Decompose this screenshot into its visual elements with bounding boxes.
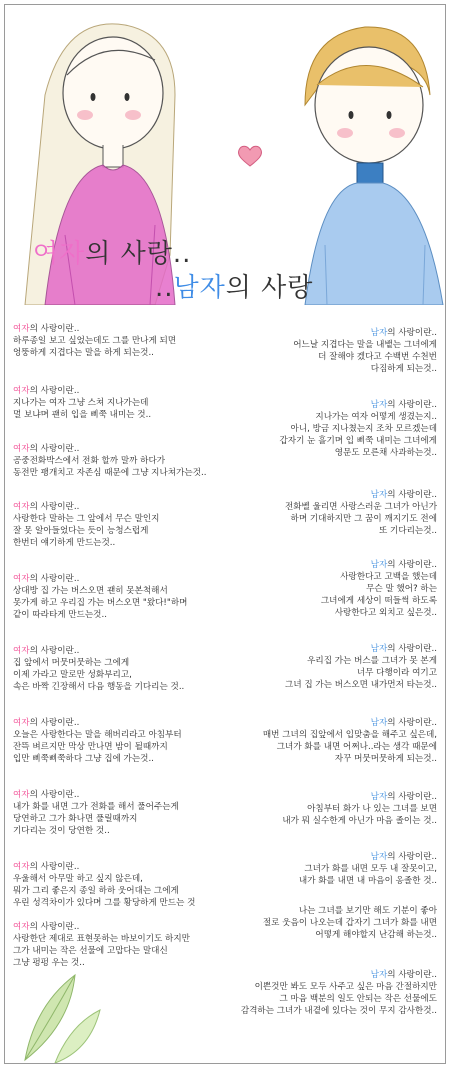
section-heading-rest: 의 사랑이란.. bbox=[387, 400, 437, 410]
section-keyword: 여자 bbox=[13, 718, 30, 728]
section-line: 전화벨 울리면 사랑스러운 그녀가 아닌가 bbox=[284, 502, 437, 512]
section-keyword: 여자 bbox=[13, 922, 30, 932]
section-line: 그 마음 백분의 일도 안되는 작은 선물에도 bbox=[279, 994, 437, 1004]
title-man-love bbox=[155, 267, 313, 304]
section-line: 그냥 펑펑 우는 것.. bbox=[13, 958, 85, 968]
section-heading-rest: 의 사랑이란.. bbox=[29, 790, 80, 800]
section-line: 어떻게 해야할지 난감해 하는것.. bbox=[315, 930, 437, 940]
section-line: 어느날 지겹다는 말을 내뱉는 그녀에게 bbox=[293, 340, 437, 350]
heart-icon bbox=[237, 145, 263, 167]
woman-love-section bbox=[13, 645, 184, 693]
woman-love-section bbox=[13, 323, 176, 359]
section-line: 속은 바짝 긴장해서 다음 행동을 기다리는 것.. bbox=[13, 682, 185, 692]
section-heading bbox=[285, 643, 437, 655]
section-heading-rest: 의 사랑이란.. bbox=[387, 560, 437, 570]
section-line: 입만 삐쭉삐쭉하다 그냥 집에 가는것.. bbox=[13, 754, 154, 764]
section-line: 오늘은 사랑한다는 말을 해버리라고 아침부터 bbox=[13, 730, 182, 740]
woman-love-section bbox=[13, 789, 179, 837]
section-heading bbox=[13, 323, 176, 335]
woman-love-section bbox=[13, 501, 159, 549]
woman-love-section bbox=[13, 385, 151, 421]
section-line: 못가게 하고 우리집 가는 버스오면 "왔다!"하며 bbox=[13, 598, 188, 608]
section-line: 절로 웃음이 나오는데 갑자기 그녀가 화를 내면 bbox=[262, 918, 437, 928]
section-line: 하루종일 보고 싶었는데도 그를 만나게 되면 bbox=[13, 336, 177, 346]
section-line: 감격하는 그녀가 내곁에 있다는 것이 무지 감사한것.. bbox=[240, 1006, 437, 1016]
section-line: 영문도 모른채 사과하는것.. bbox=[334, 448, 437, 458]
section-line: 더 잘해야 겠다고 수백번 수천번 bbox=[318, 352, 437, 362]
section-heading bbox=[293, 327, 437, 339]
section-heading-rest: 의 사랑이란.. bbox=[29, 922, 80, 932]
section-heading-rest: 의 사랑이란.. bbox=[387, 792, 437, 802]
section-line: 그녀에게 세상이 떠들썩 하도록 bbox=[320, 596, 437, 606]
title-man-prefix: .. bbox=[155, 273, 174, 303]
section-heading bbox=[13, 921, 190, 933]
section-line: 우리집 가는 버스를 그녀가 못 본게 bbox=[307, 656, 437, 666]
section-line: 공중전화박스에서 전화 할까 말까 하다가 bbox=[13, 456, 166, 466]
section-heading bbox=[279, 399, 437, 411]
section-line: 당연하고 그가 화나면 풀릴때까지 bbox=[13, 814, 138, 824]
section-line: 이제 가라고 말로만 성화부리고, bbox=[13, 670, 132, 680]
section-heading-rest: 의 사랑이란.. bbox=[29, 646, 80, 656]
section-heading-rest: 의 사랑이란.. bbox=[29, 502, 80, 512]
section-line: 내가 화를 내면 그가 전화를 해서 풀어주는게 bbox=[13, 802, 179, 812]
section-keyword: 여자 bbox=[13, 862, 30, 872]
section-line: 기다리는 것이 당연한 것.. bbox=[13, 826, 110, 836]
section-line: 너무 다행이라 여기고 bbox=[356, 668, 437, 678]
section-heading bbox=[282, 791, 437, 803]
woman-love-section bbox=[13, 921, 190, 969]
section-heading-rest: 의 사랑이란.. bbox=[29, 862, 80, 872]
section-line: 잔뜩 벼르지만 막상 만나면 밤이 될때까지 bbox=[13, 742, 168, 752]
section-line: 사랑한다고 외치고 싶은것.. bbox=[334, 608, 437, 618]
section-keyword: 남자 bbox=[370, 644, 388, 654]
section-keyword: 남자 bbox=[370, 490, 388, 500]
section-line: 다짐하게 되는것.. bbox=[370, 364, 437, 374]
section-line: 그녀가 화를 내면 어쩌나..라는 생각 때문에 bbox=[276, 742, 437, 752]
man-love-section bbox=[293, 327, 437, 375]
woman-love-section bbox=[13, 443, 206, 479]
man-love-section bbox=[285, 643, 437, 691]
section-heading-rest: 의 사랑이란.. bbox=[387, 490, 437, 500]
leaves-illustration bbox=[15, 965, 105, 1064]
section-heading bbox=[299, 851, 437, 863]
section-keyword: 여자 bbox=[13, 574, 30, 584]
section-keyword: 여자 bbox=[13, 386, 30, 396]
section-keyword: 남자 bbox=[370, 400, 388, 410]
title-woman-word: 여자 bbox=[33, 239, 86, 269]
section-heading-rest: 의 사랑이란.. bbox=[387, 644, 437, 654]
section-line: 사랑한다고 고백을 했는데 bbox=[340, 572, 437, 582]
section-keyword: 남자 bbox=[370, 328, 388, 338]
man-love-section bbox=[279, 399, 437, 459]
section-line: 사랑한다 말하는 그 앞에서 무슨 말인지 bbox=[13, 514, 160, 524]
section-keyword: 남자 bbox=[370, 560, 388, 570]
section-line: 하며 기대하지만 그 꿈이 깨지기도 전에 bbox=[290, 514, 437, 524]
section-heading-rest: 의 사랑이란.. bbox=[387, 852, 437, 862]
section-heading bbox=[13, 573, 187, 585]
section-line: 멀 보냐며 괜히 입을 삐쭉 내미는 것.. bbox=[13, 410, 152, 420]
title-man-rest: 의 사랑 bbox=[225, 273, 314, 303]
section-heading-rest: 의 사랑이란.. bbox=[387, 970, 437, 980]
section-line: 지나가는 여자 그냥 스쳐 지나가는데 bbox=[13, 398, 149, 408]
title-woman-rest: 의 사랑.. bbox=[85, 239, 192, 269]
section-heading-rest: 의 사랑이란.. bbox=[387, 718, 437, 728]
section-heading bbox=[13, 717, 182, 729]
section-heading bbox=[263, 717, 437, 729]
section-heading-rest: 의 사랑이란.. bbox=[29, 718, 80, 728]
section-line: 우린 성격차이가 있다며 그를 황당하게 만드는 것 bbox=[13, 898, 196, 908]
man-love-section bbox=[321, 559, 437, 619]
section-line: 매번 그녀의 집앞에서 입맞춤을 해주고 싶은데, bbox=[262, 730, 437, 740]
section-keyword: 남자 bbox=[370, 792, 388, 802]
section-heading bbox=[13, 385, 151, 397]
title-woman-love bbox=[33, 233, 191, 270]
section-heading bbox=[13, 501, 159, 513]
section-heading bbox=[13, 789, 179, 801]
man-love-section bbox=[263, 905, 437, 941]
woman-love-section bbox=[13, 861, 195, 909]
section-line: 내가 화를 내면 내 마음이 옹졸한 것.. bbox=[298, 876, 437, 886]
section-line: 그녀 집 가는 버스오면 내가먼저 타는것.. bbox=[285, 680, 437, 690]
section-line: 동전만 팽개치고 자존심 때문에 그냥 지나쳐가는것.. bbox=[13, 468, 207, 478]
section-line: 내가 뭐 실수한게 아닌가 마음 졸이는 것.. bbox=[282, 816, 437, 826]
section-line: 그가 내미는 작은 선물에 고맙다는 말대신 bbox=[13, 946, 168, 956]
section-heading bbox=[13, 645, 184, 657]
section-line: 또 기다리는것.. bbox=[378, 526, 437, 536]
section-line: 사랑한단 제대로 표현못하는 바보이기도 하지만 bbox=[13, 934, 190, 944]
section-line: 이쁜것만 봐도 모두 사주고 싶은 마음 간절하지만 bbox=[254, 982, 437, 992]
page-frame bbox=[4, 4, 446, 1064]
section-heading bbox=[13, 443, 206, 455]
section-line: 뭐가 그리 좋은지 종일 하하 웃어대는 그에게 bbox=[13, 886, 179, 896]
section-keyword: 여자 bbox=[13, 324, 30, 334]
section-heading-rest: 의 사랑이란.. bbox=[29, 444, 80, 454]
section-line: 그녀가 화를 내면 모두 내 잘못이고, bbox=[304, 864, 437, 874]
man-love-section bbox=[282, 791, 437, 827]
section-line: 지나가는 여자 어떻게 생겼는지.. bbox=[315, 412, 437, 422]
section-heading-rest: 의 사랑이란.. bbox=[29, 574, 80, 584]
woman-love-section bbox=[13, 573, 187, 621]
section-line: 갑자기 눈 흘기며 입 삐쭉 내미는 그녀에게 bbox=[279, 436, 437, 446]
section-keyword: 남자 bbox=[370, 718, 388, 728]
section-heading bbox=[241, 969, 437, 981]
woman-love-section bbox=[13, 717, 182, 765]
section-keyword: 여자 bbox=[13, 444, 30, 454]
man-love-section bbox=[241, 969, 437, 1017]
section-heading bbox=[321, 559, 437, 571]
section-line: 한번더 얘기하게 만드는것.. bbox=[13, 538, 116, 548]
section-line: 아침부터 화가 나 있는 그녀를 보면 bbox=[307, 804, 437, 814]
section-line: 아니, 방금 지나쳤는지 조차 모르겠는데 bbox=[290, 424, 437, 434]
section-line: 상대방 집 가는 버스오면 괜히 못본척해서 bbox=[13, 586, 168, 596]
title-man-word: 남자 bbox=[173, 273, 226, 303]
man-love-section bbox=[263, 717, 437, 765]
section-keyword: 여자 bbox=[13, 790, 30, 800]
section-line: 무슨 말 했어? 하는 bbox=[366, 584, 437, 594]
man-love-section bbox=[299, 851, 437, 887]
section-heading bbox=[285, 489, 437, 501]
section-line: 집 앞에서 머뭇머뭇하는 그에게 bbox=[13, 658, 130, 668]
section-line: 나는 그녀를 보기만 해도 기분이 좋아 bbox=[298, 906, 437, 916]
section-line: 자꾸 머뭇머뭇하게 되는것.. bbox=[334, 754, 437, 764]
section-heading-rest: 의 사랑이란.. bbox=[29, 324, 80, 334]
section-line: 잘 못 알아들었다는 듯이 능청스럽게 bbox=[13, 526, 149, 536]
section-heading bbox=[13, 861, 195, 873]
section-line: 우울해서 아무말 하고 싶지 않은데, bbox=[13, 874, 143, 884]
section-line: 엉뚱하게 지겹다는 말을 하게 되는것.. bbox=[13, 348, 154, 358]
section-keyword: 남자 bbox=[370, 852, 388, 862]
section-heading-rest: 의 사랑이란.. bbox=[29, 386, 80, 396]
section-keyword: 여자 bbox=[13, 646, 30, 656]
section-keyword: 여자 bbox=[13, 502, 30, 512]
man-love-section bbox=[285, 489, 437, 537]
section-heading-rest: 의 사랑이란.. bbox=[387, 328, 437, 338]
section-keyword: 남자 bbox=[370, 970, 388, 980]
section-line: 같이 따라타게 만드는것.. bbox=[13, 610, 107, 620]
